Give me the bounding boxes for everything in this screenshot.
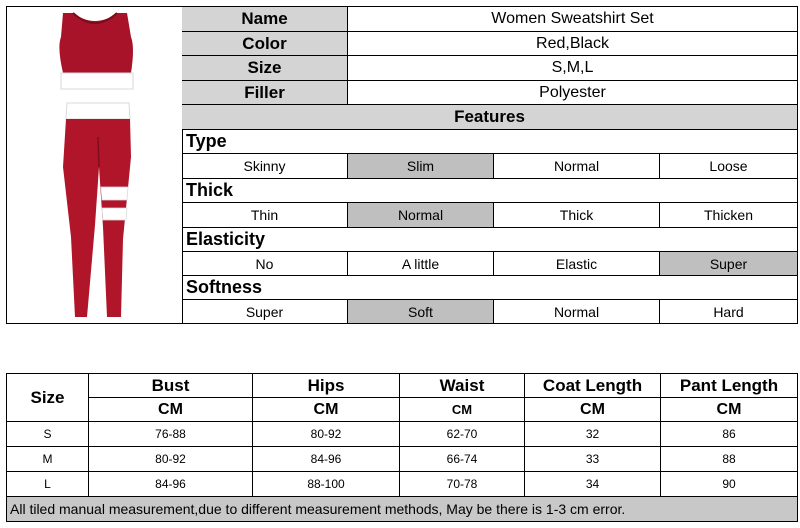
- spec-label: Name: [182, 7, 348, 32]
- column-header-waist: Waist: [400, 374, 525, 398]
- column-header-coat-length: Coat Length: [525, 374, 661, 398]
- product-image: [7, 7, 183, 323]
- spec-value: Red,Black: [348, 32, 797, 56]
- table-cell: 33: [525, 447, 661, 472]
- feature-option-selected: Normal: [348, 203, 494, 228]
- feature-category-softness: [182, 276, 797, 300]
- feature-option: No: [182, 252, 348, 276]
- feature-options-type: [182, 154, 797, 179]
- feature-category-type: [182, 130, 797, 154]
- feature-category-label: Elasticity: [182, 228, 797, 252]
- table-cell: 80-92: [89, 447, 253, 472]
- spec-value: Women Sweatshirt Set: [348, 7, 797, 32]
- feature-option: Thin: [182, 203, 348, 228]
- table-cell: 80-92: [253, 422, 400, 447]
- size-label: S: [7, 422, 89, 447]
- spec-grid: [182, 7, 797, 323]
- table-cell: 70-78: [400, 472, 525, 497]
- feature-options-elasticity: [182, 252, 797, 276]
- spec-row-name: [182, 7, 797, 32]
- features-title: Features: [182, 105, 797, 130]
- size-chart-table: [6, 373, 798, 522]
- unit-label: CM: [89, 398, 253, 422]
- feature-options-thick: [182, 203, 797, 228]
- feature-category-elasticity: [182, 228, 797, 252]
- table-cell: 90: [661, 472, 797, 497]
- unit-label: CM: [253, 398, 400, 422]
- column-header-hips: Hips: [253, 374, 400, 398]
- feature-option: Elastic: [494, 252, 660, 276]
- table-cell: 84-96: [89, 472, 253, 497]
- feature-option: Loose: [660, 154, 797, 179]
- table-cell: 84-96: [253, 447, 400, 472]
- measurement-note: All tiled manual measurement,due to different measurement methods, May be there is 1-3 cm error.: [7, 497, 797, 521]
- feature-option: Normal: [494, 154, 660, 179]
- table-cell: 76-88: [89, 422, 253, 447]
- feature-option: Normal: [494, 300, 660, 323]
- feature-category-label: Thick: [182, 179, 797, 203]
- feature-option: Super: [182, 300, 348, 323]
- size-label: M: [7, 447, 89, 472]
- unit-label: CM: [661, 398, 797, 422]
- size-column-header: Size: [7, 374, 89, 422]
- table-cell: 34: [525, 472, 661, 497]
- table-cell: 66-74: [400, 447, 525, 472]
- spec-row-size: [182, 56, 797, 81]
- product-spec-table: [6, 6, 798, 324]
- feature-category-label: Type: [182, 130, 797, 154]
- feature-option-selected: Slim: [348, 154, 494, 179]
- feature-option: Thick: [494, 203, 660, 228]
- unit-label: CM: [400, 398, 525, 422]
- feature-option-selected: Soft: [348, 300, 494, 323]
- table-cell: 86: [661, 422, 797, 447]
- spec-row-filler: [182, 81, 797, 105]
- spec-label: Size: [182, 56, 348, 81]
- feature-option: Skinny: [182, 154, 348, 179]
- spec-value: Polyester: [348, 81, 797, 105]
- table-cell: 88-100: [253, 472, 400, 497]
- feature-category-label: Softness: [182, 276, 797, 300]
- unit-label: CM: [525, 398, 661, 422]
- feature-option: Thicken: [660, 203, 797, 228]
- column-header-pant-length: Pant Length: [661, 374, 797, 398]
- feature-option: A little: [348, 252, 494, 276]
- table-cell: 62-70: [400, 422, 525, 447]
- spec-label: Color: [182, 32, 348, 56]
- column-header-bust: Bust: [89, 374, 253, 398]
- spec-value: S,M,L: [348, 56, 797, 81]
- table-cell: 88: [661, 447, 797, 472]
- size-label: L: [7, 472, 89, 497]
- table-cell: 32: [525, 422, 661, 447]
- red-black-sportswear-set-icon: [7, 7, 182, 323]
- feature-option: Hard: [713, 303, 744, 320]
- features-header-row: [182, 105, 797, 130]
- feature-category-thick: [182, 179, 797, 203]
- feature-option-selected: Super: [660, 252, 797, 276]
- spec-row-color: [182, 32, 797, 56]
- spec-label: Filler: [182, 81, 348, 105]
- feature-options-softness: [182, 300, 797, 323]
